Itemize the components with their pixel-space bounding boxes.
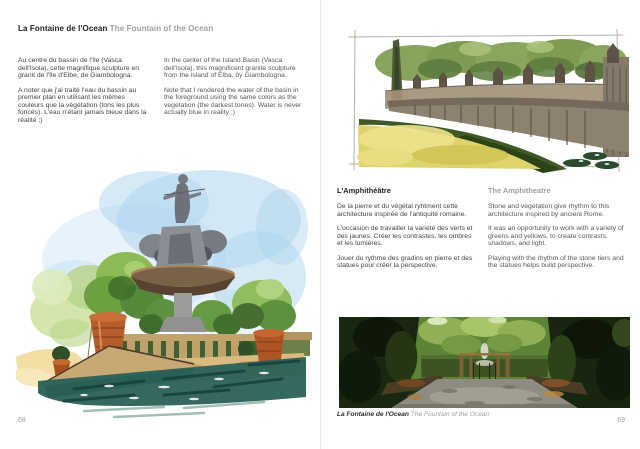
paragraph: De la pierre et du végétal ryhtment cette architecture inspirée de l'antiquité romaine.: [337, 203, 467, 218]
fountain-watercolor-illustration: [14, 165, 314, 430]
section-title-en: The Amphitheatre: [488, 186, 551, 195]
garden-path-photo: [339, 317, 630, 408]
photo-caption-en: The Fountain of the Ocean: [410, 411, 490, 418]
left-page-french-column: [18, 57, 150, 131]
paragraph: Note that I rendered the water of the basin in the foreground using the same colors as the vegetation (the darkest tones). Water is never actually blue in reality ;): [164, 86, 302, 116]
page-title: [18, 24, 213, 33]
page-number-right: 69: [617, 417, 625, 424]
paragraph: It was an opportunity to work with a variety of greens and yellows, to create contrasts, shadows, and light.: [488, 225, 624, 247]
page-title-en: The Fountain of the Ocean: [109, 24, 214, 33]
right-page-english-column: [488, 203, 631, 277]
paragraph: L'occasion de travailler la variété des verts et des jaunes. Créer les contrastes, les ombres et les lumières.: [337, 225, 473, 247]
photo-caption: [337, 411, 489, 418]
left-page-english-column: [164, 57, 304, 124]
paragraph: Stone and vegetation give rhythm to this architecture inspired by ancient Rome.: [488, 203, 610, 218]
paragraph: Playing with the rhythm of the stone tiers and the statues helps build perspective.: [488, 254, 624, 269]
paragraph: In the center of the Island Basin (Vasca dell'Isola), this magnificent granite sculpture from the island of Elba, by Giambologna.: [164, 57, 296, 79]
amphitheatre-watercolor-sketch: [345, 27, 632, 174]
paragraph: Jouer du rythme des gradins en pierre et des statues pour créer la perspective.: [337, 254, 473, 269]
page-title-fr: La Fontaine de l'Ocean: [18, 24, 108, 33]
section-title-fr: L'Amphithéâtre: [337, 186, 391, 195]
right-page-french-column: [337, 203, 478, 277]
paragraph: A noter que j'ai traité l'eau du bassin au premier plan en utilisant les mêmes couleurs que la végétation (tons les plus foncés). L'eau n'étant jamais bleue dans la réalité ;): [18, 86, 147, 124]
photo-caption-fr: La Fontaine de l'Ocean: [337, 411, 409, 418]
paragraph: Au centre du bassin de l'île (Vasca dell'Isola), cette magnifique sculpture en granit de l'île d'Elbe, de Giambologna.: [18, 57, 140, 79]
page-gutter-divider: [320, 0, 321, 449]
page-number-left: 68: [18, 417, 26, 424]
